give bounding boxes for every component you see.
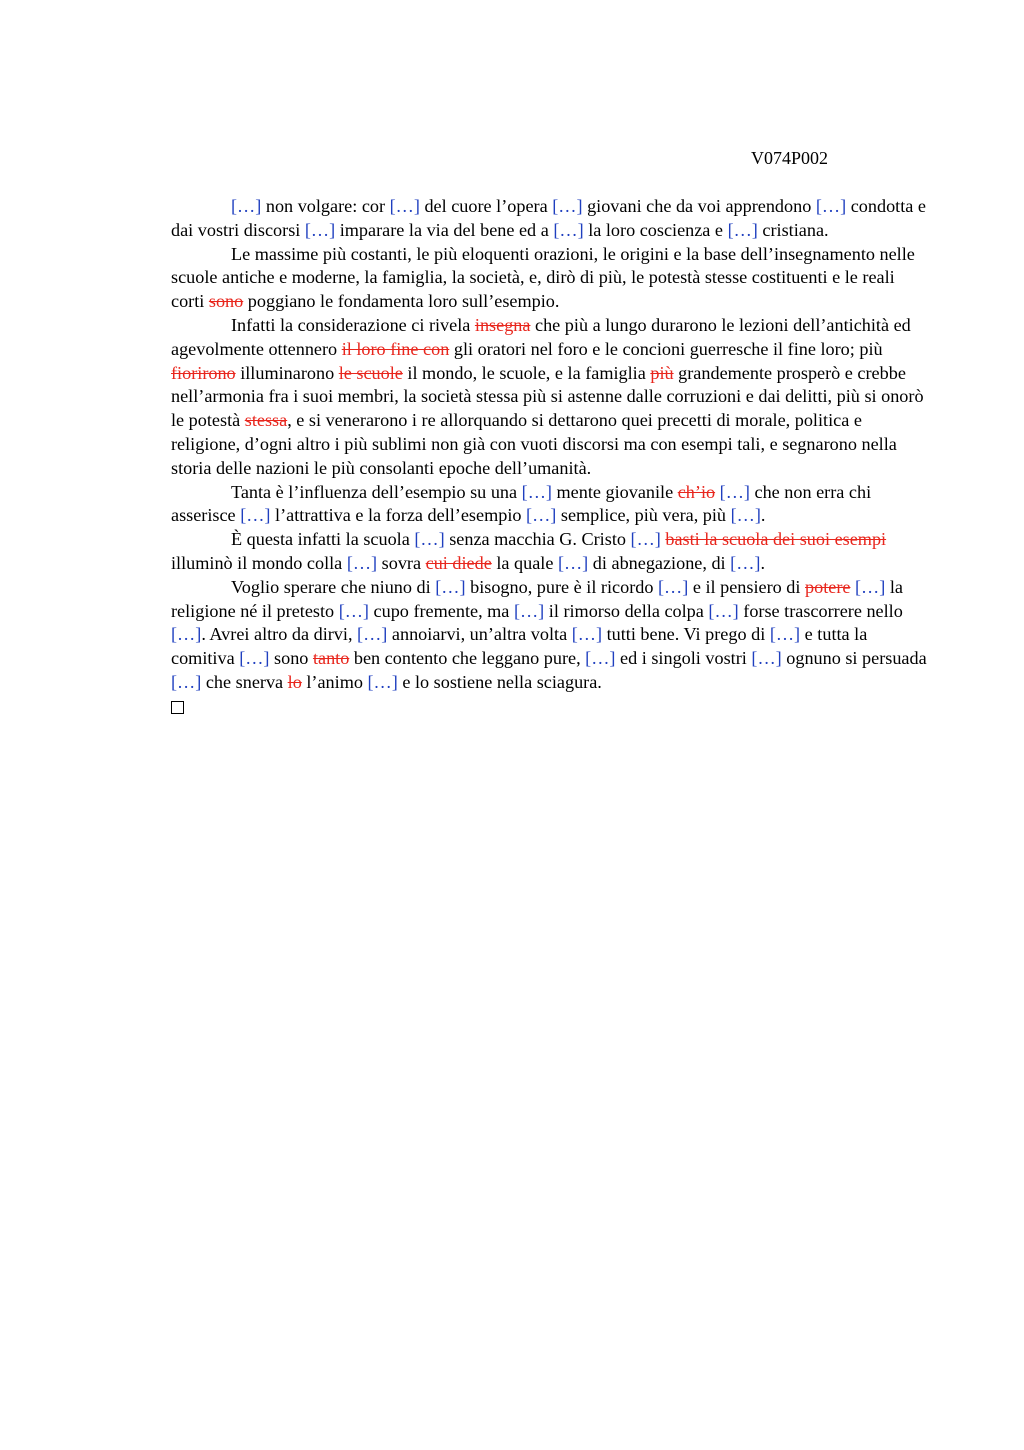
text-run: ben contento che leggano pure, [349, 648, 586, 669]
paragraph [171, 243, 929, 314]
text-run: gli oratori nel foro e le concioni guerresche il fine loro; più [449, 338, 883, 359]
paragraph [171, 314, 929, 481]
end-of-page-box-icon [171, 701, 184, 714]
illegible-gap-marker: […] [855, 576, 886, 597]
text-run: Le massime più costanti, le più eloquenti orazioni, le origini e la base dell’insegnamento nelle scuole antiche e moderne, la famiglia, la società, e, dirò di più, le potestà stesse costituenti e le reali corti [171, 243, 915, 312]
text-run: l’animo [301, 671, 368, 692]
text-run: e tutta la comitiva [171, 624, 868, 669]
text-run: che non erra chi asserisce [171, 481, 872, 526]
illegible-gap-marker: […] [730, 505, 761, 526]
text-run: sovra [377, 552, 426, 573]
text-run: annoiarvi, un’altra volta [387, 624, 572, 645]
illegible-gap-marker: […] [751, 648, 782, 669]
text-run: che più a lungo durarono le lezioni dell’antichità ed agevolmente ottennero [171, 314, 911, 359]
illegible-gap-marker: […] [521, 481, 552, 502]
text-run: senza macchia G. Cristo [444, 529, 631, 550]
text-run: ognuno si persuada [781, 648, 927, 669]
illegible-gap-marker: […] [727, 219, 758, 240]
text-run: e il pensiero di [688, 576, 805, 597]
illegible-gap-marker: […] [338, 600, 369, 621]
illegible-gap-marker: […] [552, 196, 583, 216]
illegible-gap-marker: […] [171, 671, 202, 692]
text-run: la religione né il pretesto [171, 576, 903, 621]
illegible-gap-marker: […] [435, 576, 466, 597]
illegible-gap-marker: […] [708, 600, 739, 621]
paragraph [171, 528, 929, 576]
illegible-gap-marker: […] [571, 624, 603, 645]
illegible-gap-marker: […] [240, 505, 271, 526]
deleted-text: stessa [244, 410, 288, 431]
text-run: giovani che da voi apprendono [582, 196, 816, 216]
illegible-gap-marker: […] [719, 481, 750, 502]
text-run: non volgare: cor [261, 196, 390, 216]
text-run: illuminò il mondo colla [171, 552, 347, 573]
deleted-text: basti la scuola dei suoi esempi [665, 529, 887, 550]
illegible-gap-marker: […] [414, 529, 445, 550]
deleted-text: tanto [312, 648, 350, 669]
deleted-text: fiorirono [171, 362, 236, 383]
text-run: Infatti la considerazione ci rivela [231, 314, 475, 335]
text-run: bisogno, pure è il ricordo [465, 576, 658, 597]
text-run: grandemente prosperò e crebbe nell’armonia fra i suoi membri, la società stessa più si astenne dalle corruzioni e dai delitti, più si onorò le potestà [171, 362, 924, 431]
text-run: mente giovanile [551, 481, 678, 502]
text-run: È questa infatti la scuola [231, 529, 415, 550]
text-run: . [760, 552, 766, 573]
text-run: Voglio sperare che niuno di [231, 576, 436, 597]
illegible-gap-marker: […] [730, 552, 761, 573]
deleted-text: insegna [474, 314, 531, 335]
deleted-text: il loro fine con [341, 338, 450, 359]
paragraph [171, 576, 929, 695]
illegible-gap-marker: […] [304, 219, 336, 240]
illegible-gap-marker: […] [346, 552, 378, 573]
text-run: il rimorso della colpa [544, 600, 709, 621]
deleted-text: più [650, 362, 674, 383]
text-run: . [760, 505, 766, 526]
illegible-gap-marker: […] [389, 196, 420, 216]
text-run: sono [269, 648, 313, 669]
text-run: forse trascorrere nello [738, 600, 903, 621]
text-run: di abnegazione, di [588, 552, 731, 573]
text-run: il mondo, le scuole, e la famiglia [402, 362, 651, 383]
text-run: imparare la via del bene ed a [335, 219, 554, 240]
illegible-gap-marker: […] [357, 624, 388, 645]
illegible-gap-marker: […] [815, 196, 847, 216]
deleted-text: lo [287, 671, 302, 692]
text-run: . Avrei altro da dirvi, [201, 624, 358, 645]
text-run: e lo sostiene nella sciagura. [397, 671, 602, 692]
illegible-gap-marker: […] [658, 576, 689, 597]
text-run: , e si venerarono i re allorquando si dettarono quei precetti di morale, politica e religione, d’ogni altro i più sublimi non già con vuoti discorsi ma con esempi tali, e segnarono nella storia delle nazioni le più consolanti epoche dell’umanità. [171, 410, 897, 478]
text-run: semplice, più vera, più [556, 505, 731, 526]
paragraph [171, 195, 929, 243]
text-run: illuminarono [235, 362, 339, 383]
text-run: ed i singoli vostri [615, 648, 752, 669]
text-run: cristiana. [757, 219, 829, 240]
deleted-text: sono [208, 291, 244, 312]
illegible-gap-marker: […] [553, 219, 584, 240]
text-run: tutti bene. Vi prego di [602, 624, 770, 645]
text-run: l’attrattiva e la forza dell’esempio [270, 505, 527, 526]
transcription-body [171, 195, 929, 714]
illegible-gap-marker: […] [585, 648, 616, 669]
text-run: del cuore l’opera [419, 196, 553, 216]
illegible-gap-marker: […] [231, 196, 262, 216]
text-run: cupo fremente, ma [369, 600, 514, 621]
text-run: condotta e dai vostri discorsi [171, 196, 926, 240]
text-run: poggiano le fondamenta loro sull’esempio. [243, 291, 560, 312]
deleted-text: le scuole [338, 362, 403, 383]
deleted-text: ch’io [677, 481, 716, 502]
illegible-gap-marker: […] [557, 552, 589, 573]
deleted-text: potere [805, 576, 851, 597]
text-run: che snerva [201, 671, 288, 692]
paragraph [171, 481, 929, 529]
illegible-gap-marker: […] [526, 505, 557, 526]
text-run: la loro coscienza e [583, 219, 728, 240]
illegible-gap-marker: […] [171, 624, 202, 645]
deleted-text: cui diede [425, 552, 492, 573]
text-run: la quale [491, 552, 558, 573]
page-identifier: V074P002 [751, 148, 829, 168]
illegible-gap-marker: […] [769, 624, 801, 645]
illegible-gap-marker: […] [239, 648, 270, 669]
illegible-gap-marker: […] [367, 671, 398, 692]
illegible-gap-marker: […] [630, 529, 661, 550]
text-run: Tanta è l’influenza dell’esempio su una [231, 481, 522, 502]
illegible-gap-marker: […] [513, 600, 545, 621]
